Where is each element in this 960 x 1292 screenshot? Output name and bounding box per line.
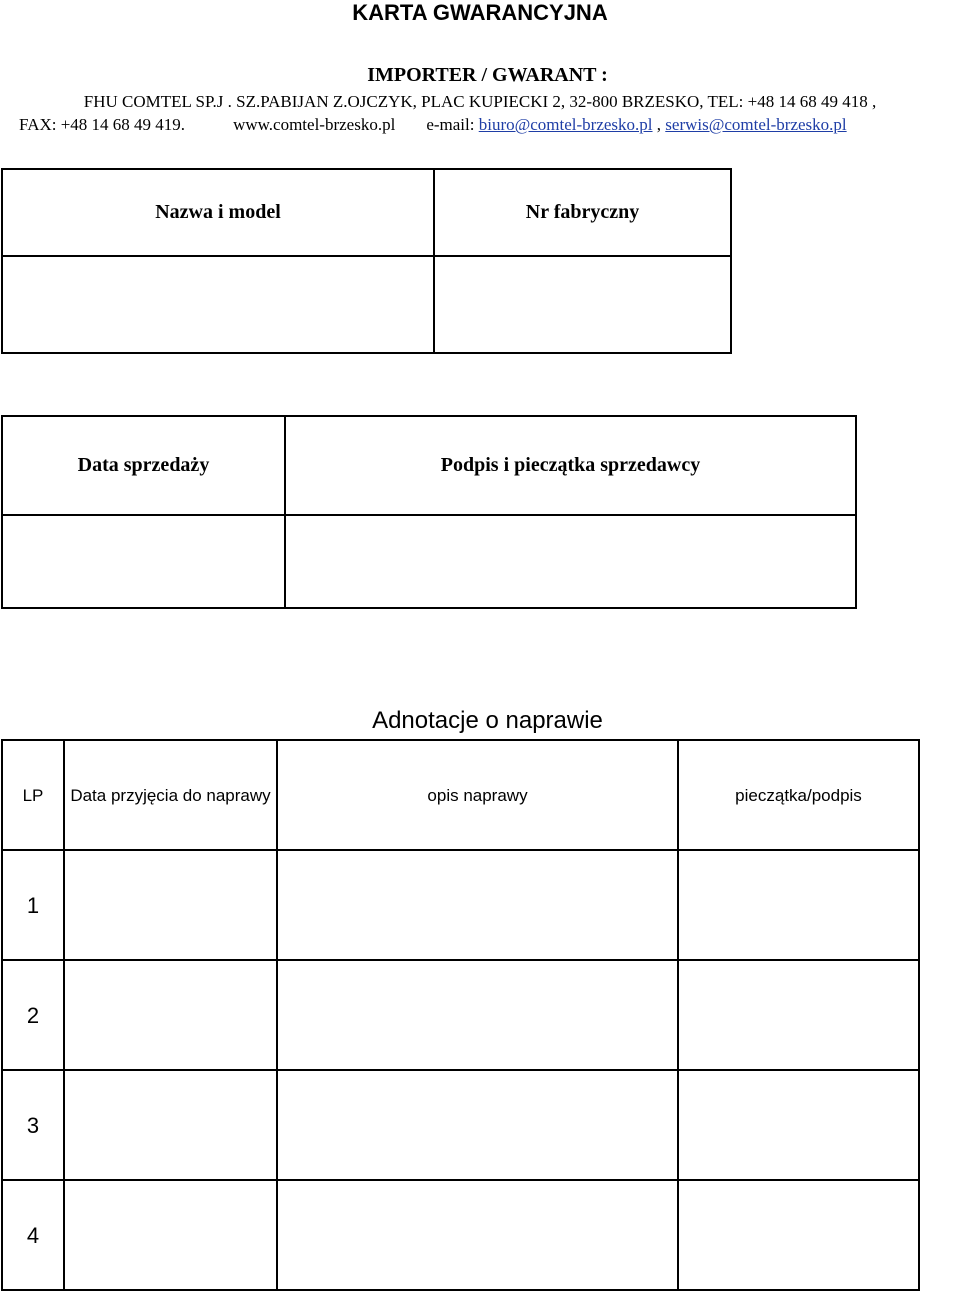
intake-date-cell[interactable] bbox=[64, 1070, 277, 1180]
sale-date-header: Data sprzedaży bbox=[2, 416, 285, 515]
email-label: e-mail: bbox=[426, 115, 475, 134]
website: www.comtel-brzesko.pl bbox=[233, 115, 396, 134]
product-table bbox=[1, 168, 732, 354]
row-number: 3 bbox=[2, 1070, 64, 1180]
stamp-signature-cell[interactable] bbox=[678, 1180, 919, 1290]
row-number: 2 bbox=[2, 960, 64, 1070]
repairs-header-row bbox=[2, 740, 919, 850]
email-biuro-link[interactable]: biuro@comtel-brzesko.pl bbox=[478, 115, 653, 134]
fax-number: FAX: +48 14 68 49 419. bbox=[19, 115, 186, 134]
repair-description-header: opis naprawy bbox=[277, 740, 678, 850]
intake-date-cell[interactable] bbox=[64, 960, 277, 1070]
company-address-line: FHU COMTEL SP.J . SZ.PABIJAN Z.OJCZYK, PLAC KUPIECKI 2, 32-800 BRZESKO, TEL: +48 14 68 49 418 , bbox=[83, 92, 877, 111]
repair-row bbox=[2, 1180, 919, 1290]
repair-row bbox=[2, 960, 919, 1070]
sale-date-field[interactable] bbox=[2, 515, 285, 608]
row-number: 1 bbox=[2, 850, 64, 960]
product-name-header: Nazwa i model bbox=[2, 169, 434, 256]
stamp-signature-cell[interactable] bbox=[678, 960, 919, 1070]
seller-signature-field[interactable] bbox=[285, 515, 856, 608]
intake-date-header: Data przyjęcia do naprawy bbox=[64, 740, 277, 850]
sale-table bbox=[1, 415, 857, 609]
repairs-table bbox=[1, 739, 920, 1291]
seller-signature-header: Podpis i pieczątka sprzedawcy bbox=[285, 416, 856, 515]
repair-row bbox=[2, 850, 919, 960]
row-number: 4 bbox=[2, 1180, 64, 1290]
intake-date-cell[interactable] bbox=[64, 1180, 277, 1290]
repair-description-cell[interactable] bbox=[277, 960, 678, 1070]
stamp-signature-header: pieczątka/podpis bbox=[678, 740, 919, 850]
product-name-field[interactable] bbox=[2, 256, 434, 353]
document-title: KARTA GWARANCYJNA bbox=[352, 0, 608, 25]
importer-heading: IMPORTER / GWARANT : bbox=[367, 64, 608, 86]
repair-description-cell[interactable] bbox=[277, 1180, 678, 1290]
lp-header: LP bbox=[2, 740, 64, 850]
stamp-signature-cell[interactable] bbox=[678, 1070, 919, 1180]
stamp-signature-cell[interactable] bbox=[678, 850, 919, 960]
email-separator: , bbox=[652, 115, 666, 134]
repair-row bbox=[2, 1070, 919, 1180]
serial-number-header: Nr fabryczny bbox=[434, 169, 731, 256]
repair-description-cell[interactable] bbox=[277, 850, 678, 960]
repair-description-cell[interactable] bbox=[277, 1070, 678, 1180]
repairs-heading: Adnotacje o naprawie bbox=[372, 707, 603, 734]
contact-line bbox=[19, 115, 960, 135]
intake-date-cell[interactable] bbox=[64, 850, 277, 960]
serial-number-field[interactable] bbox=[434, 256, 731, 353]
email-serwis-link[interactable]: serwis@comtel-brzesko.pl bbox=[665, 115, 847, 134]
